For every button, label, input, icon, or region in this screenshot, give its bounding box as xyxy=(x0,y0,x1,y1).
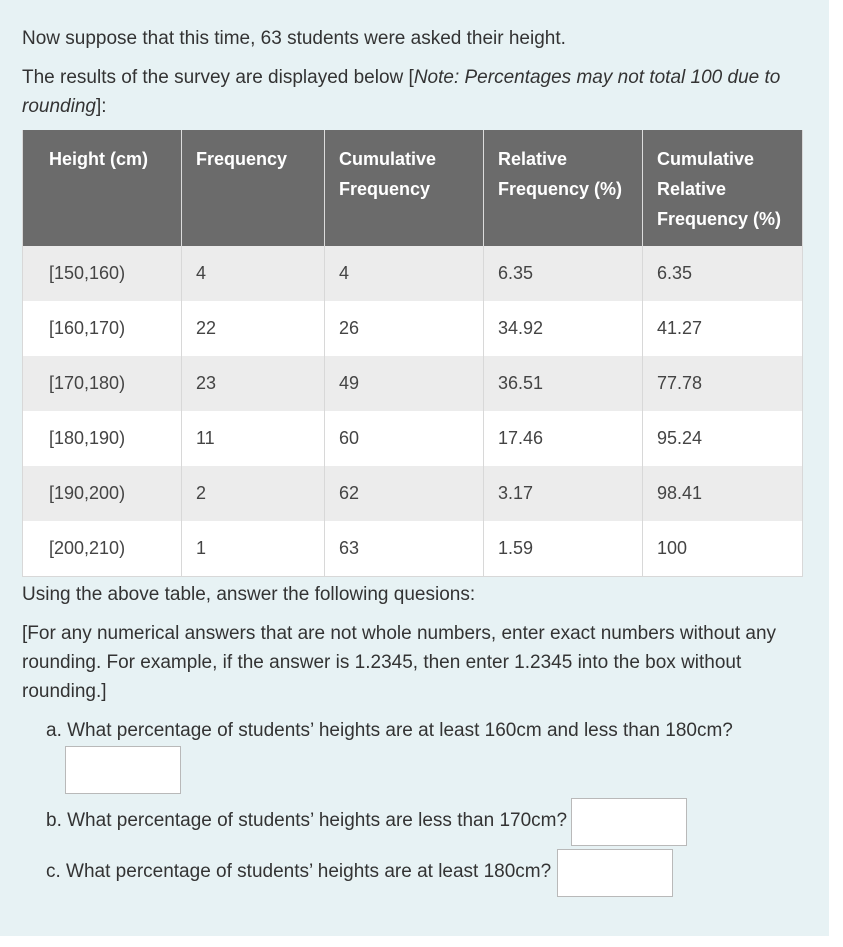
instructions xyxy=(22,580,812,716)
instructions-line-2: [For any numerical answers that are not whole numbers, enter exact numbers without any rounding. For example, if the answer is 1.2345, then enter 1.2345 into the box without rounding.] xyxy=(22,623,777,702)
table-cell: 22 xyxy=(182,301,325,356)
answer-b-input[interactable] xyxy=(571,798,687,846)
table-cell: 77.78 xyxy=(643,356,803,411)
question-c-label: c. What percentage of students’ heights are at least 180cm? xyxy=(46,861,552,882)
table-cell: 2 xyxy=(182,466,325,521)
table-cell: 1.59 xyxy=(484,521,643,577)
table-cell: [170,180) xyxy=(23,356,182,411)
table-cell: 26 xyxy=(325,301,484,356)
intro-line-2-prefix: The results of the survey are displayed below [ xyxy=(22,67,414,88)
table-row xyxy=(23,411,803,466)
table-cell: 6.35 xyxy=(643,246,803,301)
intro-line-1: Now suppose that this time, 63 students were asked their height. xyxy=(22,28,566,49)
table-cell: [160,170) xyxy=(23,301,182,356)
column-header-cumulative-frequency: Cumulative Frequency xyxy=(325,130,484,246)
table-row xyxy=(23,521,803,577)
table-cell: 36.51 xyxy=(484,356,643,411)
table-cell: 95.24 xyxy=(643,411,803,466)
frequency-table xyxy=(22,130,803,577)
table-cell: 63 xyxy=(325,521,484,577)
table-cell: 62 xyxy=(325,466,484,521)
table-cell: 41.27 xyxy=(643,301,803,356)
table-cell: 60 xyxy=(325,411,484,466)
table-cell: 49 xyxy=(325,356,484,411)
table-cell: 4 xyxy=(325,246,484,301)
answer-a-input[interactable] xyxy=(65,746,181,794)
table-row xyxy=(23,246,803,301)
table-cell: 98.41 xyxy=(643,466,803,521)
intro-line-2 xyxy=(22,63,802,121)
question-a-label: a. What percentage of students’ heights are at least 160cm and less than 180cm? xyxy=(46,720,733,741)
table-cell: 17.46 xyxy=(484,411,643,466)
table-cell: [150,160) xyxy=(23,246,182,301)
table-cell: 6.35 xyxy=(484,246,643,301)
table-cell: [190,200) xyxy=(23,466,182,521)
intro-line-2-suffix: ]: xyxy=(95,96,107,117)
table-row xyxy=(23,356,803,411)
intro-text xyxy=(22,24,802,131)
table-cell: [180,190) xyxy=(23,411,182,466)
table-cell: 1 xyxy=(182,521,325,577)
table-cell: 11 xyxy=(182,411,325,466)
table-cell: 34.92 xyxy=(484,301,643,356)
table-cell: 4 xyxy=(182,246,325,301)
table-row xyxy=(23,301,803,356)
answer-c-input[interactable] xyxy=(557,849,673,897)
table-header-row xyxy=(23,130,803,246)
column-header-cumulative-relative-frequency: Cumulative Relative Frequency (%) xyxy=(643,130,803,246)
column-header-relative-frequency: Relative Frequency (%) xyxy=(484,130,643,246)
table-cell: [200,210) xyxy=(23,521,182,577)
intro-note: Note: Percentages may not total 100 due to rounding xyxy=(22,67,781,117)
instructions-line-1: Using the above table, answer the following quesions: xyxy=(22,584,476,605)
table-row xyxy=(23,466,803,521)
table-cell: 3.17 xyxy=(484,466,643,521)
column-header-height: Height (cm) xyxy=(23,130,182,246)
table-cell: 100 xyxy=(643,521,803,577)
column-header-frequency: Frequency xyxy=(182,130,325,246)
question-b-label: b. What percentage of students’ heights are less than 170cm? xyxy=(46,810,568,831)
table-cell: 23 xyxy=(182,356,325,411)
